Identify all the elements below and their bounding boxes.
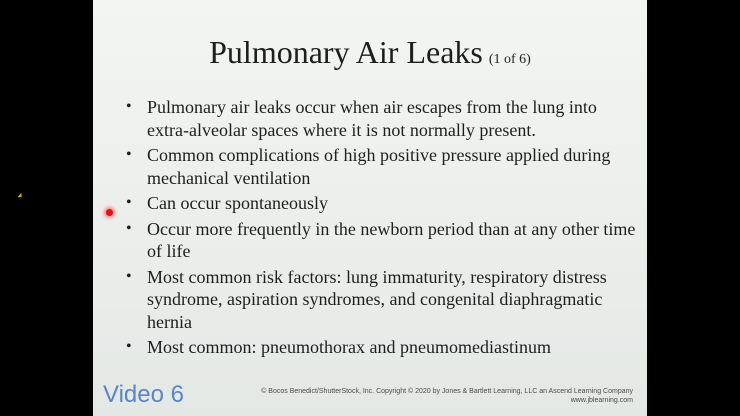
- bullet-icon: •: [126, 338, 132, 355]
- bullet-text: Most common: pneumothorax and pneumomediastinum: [147, 337, 551, 357]
- bullet-text: Pulmonary air leaks occur when air escapes from the lung into extra-alveolar spaces where it is not normally present.: [147, 97, 597, 140]
- copyright-line: © Bocos Benedict/ShutterStock, Inc. Copyright © 2020 by Jones & Bartlett Learning, LLC an Ascend Learning Company: [261, 388, 633, 395]
- bullet-item: [117, 336, 637, 359]
- bullet-item: [117, 218, 637, 263]
- bullet-icon: •: [126, 98, 132, 115]
- bullet-text: Common complications of high positive pressure applied during mechanical ventilation: [147, 145, 611, 188]
- slide-title-text: Pulmonary Air Leaks: [209, 34, 483, 70]
- bullet-text: Can occur spontaneously: [147, 193, 328, 213]
- bullet-item: [117, 266, 637, 334]
- bullet-icon: •: [126, 267, 132, 285]
- bullet-item: [117, 192, 637, 215]
- bullet-text: Most common risk factors: lung immaturity, respiratory distress syndrome, aspiration syndromes, and congenital diaphragmatic hernia: [147, 266, 607, 332]
- publisher-url: www.jblearning.com: [570, 397, 633, 404]
- mouse-cursor-icon: [17, 193, 23, 200]
- bullet-item: [117, 144, 637, 189]
- slide-title: [93, 32, 647, 80]
- slide-title-page-indicator: (1 of 6): [488, 52, 531, 67]
- bullet-list: [117, 96, 637, 362]
- slide: [93, 0, 647, 416]
- video-label: Video 6: [103, 381, 184, 408]
- bullet-text: Occur more frequently in the newborn period than at any other time of life: [147, 218, 636, 261]
- bullet-icon: •: [126, 194, 132, 211]
- bullet-icon: •: [126, 146, 132, 163]
- bullet-item: [117, 96, 637, 141]
- bullet-icon: •: [126, 219, 132, 237]
- laser-pointer-icon: [106, 209, 113, 216]
- copyright-notice: [261, 387, 633, 405]
